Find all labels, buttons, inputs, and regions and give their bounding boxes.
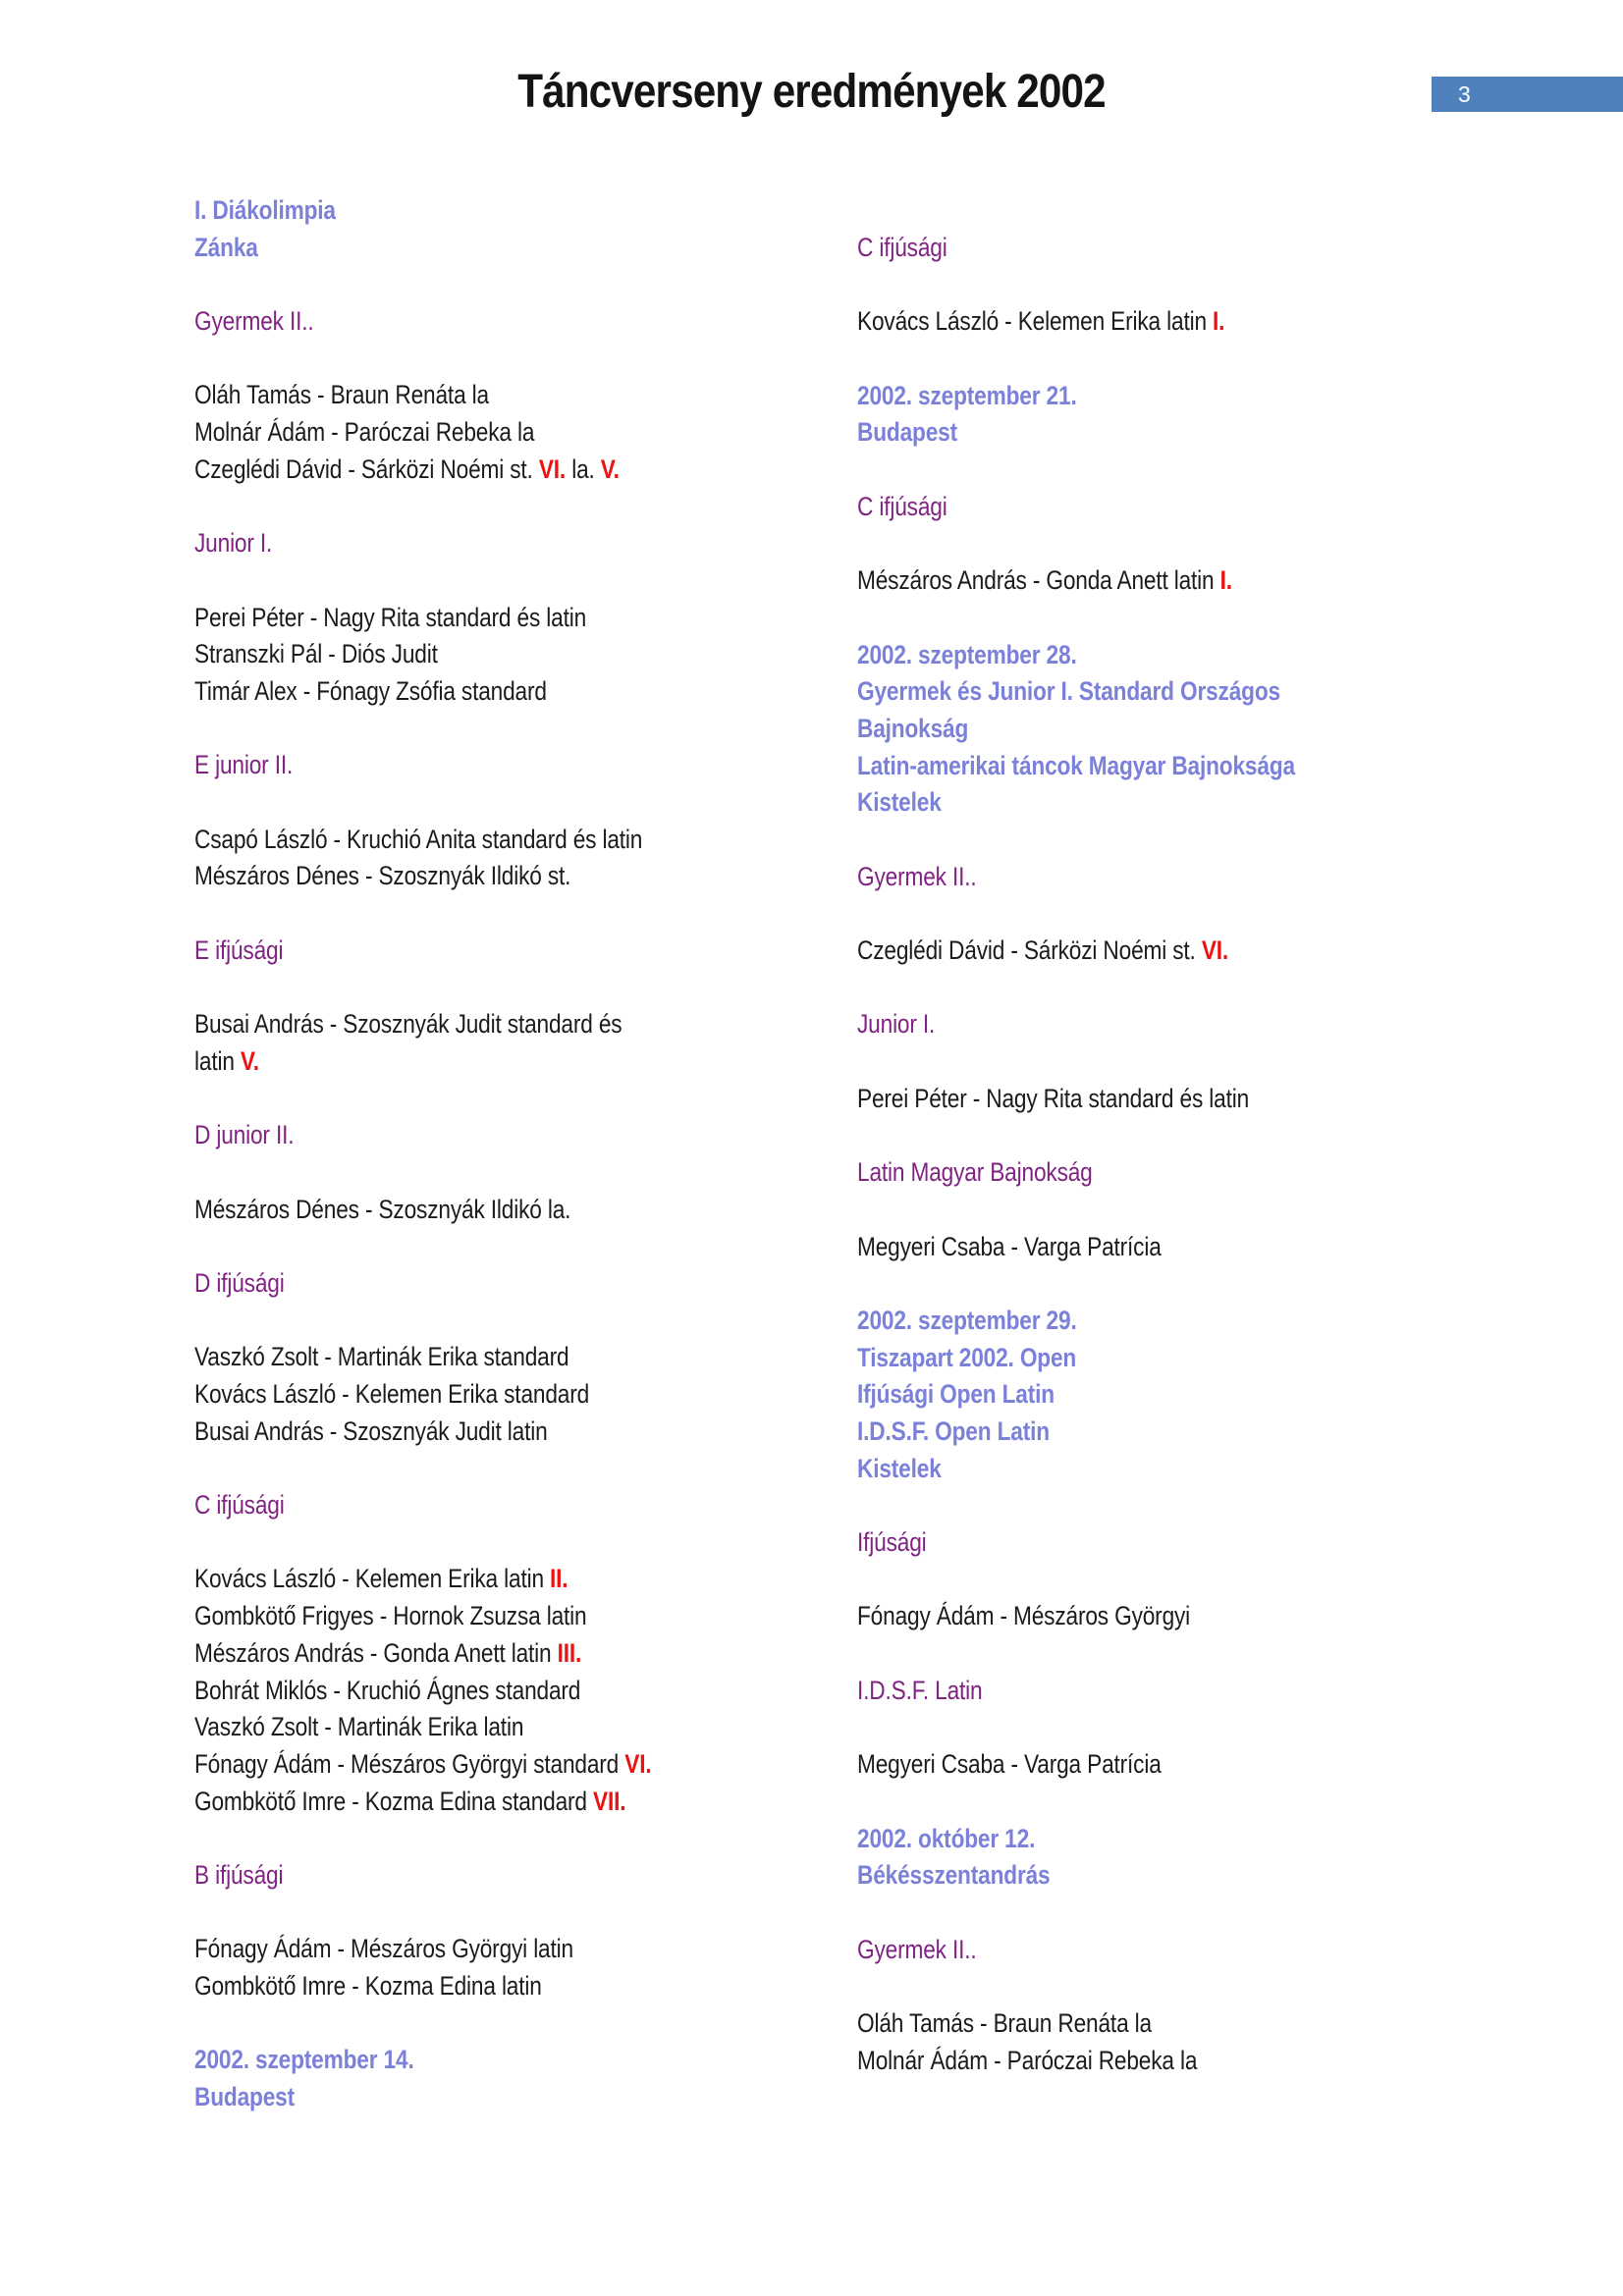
placement-result: VII. bbox=[592, 1786, 626, 1816]
text-segment: Perei Péter - Nagy Rita standard és latin bbox=[194, 602, 587, 632]
results-block bbox=[857, 1598, 1544, 1635]
text-segment: D ifjúsági bbox=[194, 1267, 285, 1298]
event-date-heading bbox=[857, 378, 1544, 452]
text-line bbox=[194, 1709, 772, 1746]
text-segment: Megyeri Csaba - Varga Patrícia bbox=[857, 1749, 1162, 1780]
text-segment: E junior II. bbox=[194, 750, 294, 780]
text-line bbox=[857, 303, 1434, 341]
text-segment: Fónagy Ádám - Mészáros Györgyi standard bbox=[194, 1748, 625, 1779]
text-segment: C ifjúsági bbox=[857, 233, 947, 262]
category-heading bbox=[857, 1524, 1544, 1562]
text-line bbox=[857, 1340, 1434, 1377]
text-line bbox=[194, 377, 772, 414]
text-line bbox=[857, 230, 1434, 267]
text-segment: Bajnokság bbox=[857, 713, 969, 743]
event-date-heading bbox=[194, 192, 882, 266]
right-column bbox=[857, 230, 1544, 2116]
text-line bbox=[857, 673, 1434, 711]
placement-result: III. bbox=[557, 1637, 582, 1668]
text-line bbox=[194, 1635, 772, 1673]
text-segment: D junior II. bbox=[194, 1120, 295, 1150]
results-block bbox=[194, 1339, 882, 1450]
text-line bbox=[194, 1006, 772, 1043]
text-segment: Busai András - Szosznyák Judit latin bbox=[194, 1415, 548, 1446]
text-segment: Fónagy Ádám - Mészáros Györgyi latin bbox=[194, 1934, 573, 1964]
category-heading bbox=[857, 489, 1544, 526]
category-heading bbox=[857, 1006, 1544, 1043]
text-segment: latin bbox=[194, 1045, 241, 1076]
text-line bbox=[194, 822, 772, 859]
text-line bbox=[194, 1265, 772, 1303]
text-line bbox=[857, 1081, 1434, 1118]
text-line bbox=[194, 1414, 772, 1451]
text-line bbox=[857, 1746, 1434, 1784]
event-date-heading bbox=[857, 637, 1544, 822]
text-segment: 2002. szeptember 21. bbox=[857, 380, 1077, 410]
category-heading bbox=[194, 1857, 882, 1895]
text-line bbox=[194, 1784, 772, 1821]
text-segment: 2002. október 12. bbox=[857, 1823, 1036, 1853]
text-line bbox=[194, 1857, 772, 1895]
results-block bbox=[857, 1746, 1544, 1784]
text-segment: Mészáros Dénes - Szosznyák Ildikó la. bbox=[194, 1194, 571, 1224]
text-segment: Oláh Tamás - Braun Renáta la bbox=[857, 2008, 1152, 2038]
placement-result: I. bbox=[1219, 565, 1232, 596]
text-line bbox=[194, 1117, 772, 1154]
text-line bbox=[857, 859, 1434, 896]
category-heading bbox=[194, 1117, 882, 1154]
text-segment: Gyermek II.. bbox=[857, 861, 977, 891]
text-segment: Gombkötő Imre - Kozma Edina latin bbox=[194, 1971, 542, 2001]
text-segment: Csapó László - Kruchió Anita standard és latin bbox=[194, 824, 643, 854]
text-line bbox=[857, 1229, 1434, 1266]
event-date-heading bbox=[857, 1821, 1544, 1895]
page-number: 3 bbox=[1458, 80, 1471, 107]
text-line bbox=[194, 414, 772, 452]
text-segment: E ifjúsági bbox=[194, 934, 284, 965]
event-date-heading bbox=[857, 1303, 1544, 1487]
text-segment: Fónagy Ádám - Mészáros Györgyi bbox=[857, 1601, 1191, 1631]
text-segment: 2002. szeptember 28. bbox=[857, 639, 1077, 669]
text-line bbox=[194, 525, 772, 562]
text-line bbox=[194, 230, 772, 267]
placement-result: VI. bbox=[538, 454, 567, 484]
text-line bbox=[194, 192, 772, 230]
text-segment: Timár Alex - Fónagy Zsófia standard bbox=[194, 675, 547, 706]
text-line bbox=[194, 673, 772, 711]
text-segment: Kistelek bbox=[857, 787, 942, 818]
text-segment: Molnár Ádám - Paróczai Rebeka la bbox=[857, 2045, 1198, 2075]
placement-result: II. bbox=[550, 1564, 568, 1594]
category-heading bbox=[857, 230, 1544, 267]
results-block bbox=[857, 2005, 1544, 2079]
text-line bbox=[857, 1154, 1434, 1192]
category-heading bbox=[194, 747, 882, 784]
text-segment: Czeglédi Dávid - Sárközi Noémi st. bbox=[194, 454, 539, 484]
text-segment: Kovács László - Kelemen Erika standard bbox=[194, 1379, 590, 1409]
text-segment: Vaszkó Zsolt - Martinák Erika standard bbox=[194, 1342, 569, 1372]
results-block bbox=[857, 562, 1544, 600]
text-line bbox=[857, 1006, 1434, 1043]
left-column bbox=[194, 192, 882, 2153]
category-heading bbox=[194, 303, 882, 341]
text-line bbox=[857, 2005, 1434, 2043]
text-segment: C ifjúsági bbox=[857, 491, 947, 521]
text-line bbox=[194, 1931, 772, 1968]
text-segment: Gyermek II.. bbox=[857, 1934, 977, 1964]
text-segment: Stranszki Pál - Diós Judit bbox=[194, 639, 438, 669]
text-segment: Perei Péter - Nagy Rita standard és latin bbox=[857, 1083, 1250, 1113]
results-block bbox=[194, 1006, 882, 1080]
text-line bbox=[857, 1524, 1434, 1562]
text-segment: Gombkötő Imre - Kozma Edina standard bbox=[194, 1786, 593, 1816]
text-line bbox=[194, 1043, 772, 1081]
text-line bbox=[194, 600, 772, 637]
text-line bbox=[194, 452, 772, 489]
text-segment: C ifjúsági bbox=[194, 1490, 285, 1521]
results-block bbox=[194, 1192, 882, 1229]
text-segment: Zánka bbox=[194, 232, 258, 262]
page-number-badge bbox=[1432, 77, 1623, 112]
text-segment: B ifjúsági bbox=[194, 1859, 284, 1890]
text-line bbox=[857, 1414, 1434, 1451]
category-heading bbox=[194, 933, 882, 970]
text-line bbox=[857, 1932, 1434, 1969]
text-line bbox=[194, 303, 772, 341]
text-segment: Kovács László - Kelemen Erika latin bbox=[194, 1564, 551, 1594]
text-segment: 2002. szeptember 14. bbox=[194, 2045, 414, 2075]
results-block bbox=[857, 1229, 1544, 1266]
category-heading bbox=[194, 1487, 882, 1524]
text-line bbox=[857, 1821, 1434, 1858]
text-line bbox=[857, 784, 1434, 822]
text-segment: Budapest bbox=[857, 417, 957, 448]
results-block bbox=[194, 600, 882, 711]
text-line bbox=[857, 933, 1434, 970]
placement-result: I. bbox=[1213, 306, 1225, 337]
text-segment: Junior I. bbox=[194, 528, 273, 559]
text-line bbox=[194, 933, 772, 970]
text-line bbox=[194, 747, 772, 784]
event-date-heading bbox=[194, 2042, 882, 2115]
text-line bbox=[857, 2043, 1434, 2080]
text-segment: Kovács László - Kelemen Erika latin bbox=[857, 306, 1214, 337]
text-segment: Gyermek és Junior I. Standard Országos bbox=[857, 676, 1280, 707]
text-segment: Mészáros Dénes - Szosznyák Ildikó st. bbox=[194, 861, 571, 891]
text-line bbox=[857, 637, 1434, 674]
text-segment: Tiszapart 2002. Open bbox=[857, 1342, 1077, 1372]
results-block bbox=[194, 377, 882, 488]
text-segment: Latin-amerikai táncok Magyar Bajnoksága bbox=[857, 750, 1295, 780]
text-segment: Molnár Ádám - Paróczai Rebeka la bbox=[194, 417, 535, 448]
text-line bbox=[857, 1857, 1434, 1895]
text-line bbox=[194, 1746, 772, 1784]
category-heading bbox=[194, 1265, 882, 1303]
text-segment: Mészáros András - Gonda Anett latin bbox=[194, 1637, 558, 1668]
results-block bbox=[857, 1081, 1544, 1118]
text-segment: Ifjúsági Open Latin bbox=[857, 1379, 1055, 1410]
text-segment: 2002. szeptember 29. bbox=[857, 1305, 1077, 1335]
text-segment: Békésszentandrás bbox=[857, 1860, 1051, 1891]
category-heading bbox=[194, 525, 882, 562]
text-segment: la. bbox=[566, 454, 601, 484]
results-block bbox=[857, 303, 1544, 341]
results-block bbox=[194, 822, 882, 895]
text-segment: Ifjúsági bbox=[857, 1527, 927, 1558]
text-line bbox=[857, 562, 1434, 600]
category-heading bbox=[857, 1932, 1544, 1969]
category-heading bbox=[857, 1673, 1544, 1710]
text-line bbox=[857, 378, 1434, 415]
text-line bbox=[194, 1339, 772, 1376]
placement-result: VI. bbox=[624, 1748, 652, 1779]
results-block bbox=[194, 1931, 882, 2004]
text-line bbox=[194, 1968, 772, 2005]
text-line bbox=[194, 1673, 772, 1710]
text-line bbox=[857, 414, 1434, 452]
text-segment: I.D.S.F. Latin bbox=[857, 1675, 983, 1705]
results-block bbox=[194, 1561, 882, 1820]
text-line bbox=[194, 636, 772, 673]
text-line bbox=[857, 1376, 1434, 1414]
text-segment: Gombkötő Frigyes - Hornok Zsuzsa latin bbox=[194, 1601, 587, 1631]
text-segment: Vaszkó Zsolt - Martinák Erika latin bbox=[194, 1712, 524, 1742]
text-segment: Busai András - Szosznyák Judit standard és bbox=[194, 1009, 622, 1040]
text-line bbox=[857, 489, 1434, 526]
text-segment: Megyeri Csaba - Varga Patrícia bbox=[857, 1231, 1162, 1261]
text-segment: I. Diákolimpia bbox=[194, 195, 336, 225]
text-line bbox=[857, 1303, 1434, 1340]
text-line bbox=[194, 1192, 772, 1229]
text-line bbox=[857, 1673, 1434, 1710]
text-line bbox=[857, 711, 1434, 748]
page-title: Táncverseny eredmények 2002 bbox=[517, 66, 1106, 118]
text-line bbox=[194, 1487, 772, 1524]
text-segment: I.D.S.F. Open Latin bbox=[857, 1416, 1050, 1446]
text-line bbox=[194, 2079, 772, 2116]
text-segment: Mészáros András - Gonda Anett latin bbox=[857, 565, 1220, 596]
text-line bbox=[194, 1598, 772, 1635]
placement-result: V. bbox=[240, 1045, 259, 1076]
text-line bbox=[194, 1561, 772, 1598]
text-line bbox=[857, 1598, 1434, 1635]
text-segment: Czeglédi Dávid - Sárközi Noémi st. bbox=[857, 935, 1202, 966]
placement-result: VI. bbox=[1201, 935, 1229, 966]
text-line bbox=[857, 748, 1434, 785]
text-segment: Kistelek bbox=[857, 1453, 942, 1483]
category-heading bbox=[857, 1154, 1544, 1192]
text-segment: Gyermek II.. bbox=[194, 306, 314, 337]
text-segment: Budapest bbox=[194, 2082, 295, 2112]
text-line bbox=[194, 1376, 772, 1414]
text-segment: Latin Magyar Bajnokság bbox=[857, 1157, 1093, 1188]
placement-result: V. bbox=[600, 454, 620, 484]
text-line bbox=[194, 858, 772, 895]
category-heading bbox=[857, 859, 1544, 896]
text-segment: Bohrát Miklós - Kruchió Ágnes standard bbox=[194, 1675, 581, 1705]
text-segment: Oláh Tamás - Braun Renáta la bbox=[194, 380, 489, 410]
results-block bbox=[857, 933, 1544, 970]
text-line bbox=[194, 2042, 772, 2079]
text-line bbox=[857, 1451, 1434, 1488]
text-segment: Junior I. bbox=[857, 1009, 936, 1040]
